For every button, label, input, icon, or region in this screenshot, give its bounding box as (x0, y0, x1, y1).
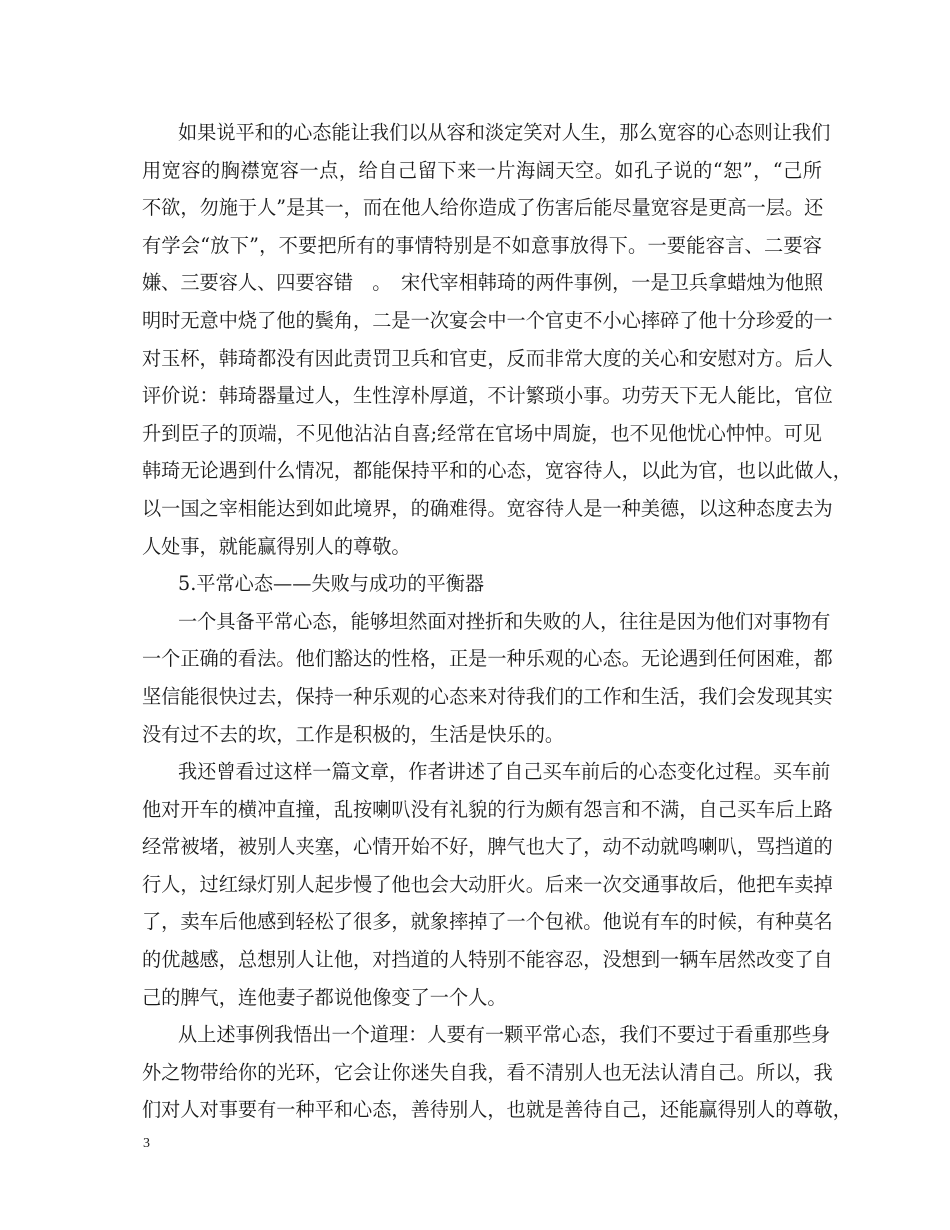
text-line: 了，卖车后他感到轻松了很多，就象摔掉了一个包袱。他说有车的时候，有种莫名 (142, 910, 833, 934)
paragraph (142, 1016, 852, 1129)
text-line: 一个具备平常心态，能够坦然面对挫折和失败的人，往往是因为他们对事物有 (178, 609, 831, 633)
text-line: 5.平常心态——失败与成功的平衡器 (178, 572, 485, 596)
paragraph (142, 753, 833, 1016)
text-line: 坚信能很快过去，保持一种乐观的心态来对待我们的工作和生活，我们会发现其实 (142, 684, 833, 708)
text-line: 韩琦无论遇到什么情况，都能保持平和的心态，宽容待人，以此为官，也以此做人， (142, 459, 852, 483)
text-line: 有学会“放下”，不要把所有的事情特别是不如意事放得下。一要能容言、二要容 (142, 233, 822, 257)
text-line: 以一国之宰相能达到如此境界，的确难得。宽容待人是一种美德，以这种态度去为 (142, 496, 833, 520)
text-line: 不欲，勿施于人”是其一，而在他人给你造成了伤害后能尽量宽容是更高一层。还 (142, 196, 824, 220)
text-line: 如果说平和的心态能让我们以从容和淡定笑对人生，那么宽容的心态则让我们 (178, 121, 831, 144)
text-line: 用宽容的胸襟宽容一点，给自己留下来一片海阔天空。如孔子说的“恕”，“己所 (142, 158, 822, 182)
text-line: 经常被堵，被别人夹塞，心情开始不好，脾气也大了，动不动就鸣喇叭，骂挡道的 (142, 835, 833, 859)
text-line: 人处事，就能赢得别人的尊敬。 (142, 534, 411, 558)
text-line: 没有过不去的坎，工作是积极的，生活是快乐的。 (142, 722, 565, 746)
text-line: 己的脾气，连他妻子都说他像变了一个人。 (142, 985, 507, 1009)
text-line: 嫌、三要容人、四要容错 。 宋代宰相韩琦的两件事例，一是卫兵拿蜡烛为他照 (142, 271, 824, 295)
text-line: 从上述事例我悟出一个道理：人要有一颗平常心态，我们不要过于看重那些身 (178, 1023, 831, 1047)
paragraph (142, 603, 833, 753)
text-line: 升到臣子的顶端，不见他沾沾自喜;经常在官场中周旋，也不见他忧心忡忡。可见 (142, 421, 822, 445)
body-text (142, 114, 852, 1129)
text-line: 行人，过红绿灯别人起步慢了他也会大动肝火。后来一次交通事故后，他把车卖掉 (142, 872, 833, 896)
paragraph (142, 114, 852, 565)
text-line: 评价说：韩琦器量过人，生性淳朴厚道，不计繁琐小事。功劳天下无人能比，官位 (142, 384, 833, 408)
text-line: 对玉杯，韩琦都没有因此责罚卫兵和官吏，反而非常大度的关心和安慰对方。后人 (142, 346, 833, 370)
text-line: 外之物带给你的光环，它会让你迷失自我，看不清别人也无法认清自己。所以，我 (142, 1060, 833, 1084)
text-line: 们对人对事要有一种平和心态，善待别人，也就是善待自己，还能赢得别人的尊敬， (142, 1098, 852, 1122)
paragraph (142, 565, 822, 603)
text-line: 的优越感，总想别人让他，对挡道的人特别不能容忍，没想到一辆车居然改变了自 (142, 948, 833, 972)
text-line: 一个正确的看法。他们豁达的性格，正是一种乐观的心态。无论遇到任何困难，都 (142, 647, 833, 671)
text-line: 我还曾看过这样一篇文章，作者讲述了自己买车前后的心态变化过程。买车前 (178, 760, 831, 784)
text-line: 明时无意中烧了他的鬓角，二是一次宴会中一个官吏不小心摔碎了他十分珍爱的一 (142, 308, 833, 332)
text-line: 他对开车的横冲直撞，乱按喇叭没有礼貌的行为颇有怨言和不满，自己买车后上路 (142, 797, 833, 821)
page-number: 3 (143, 1136, 150, 1151)
